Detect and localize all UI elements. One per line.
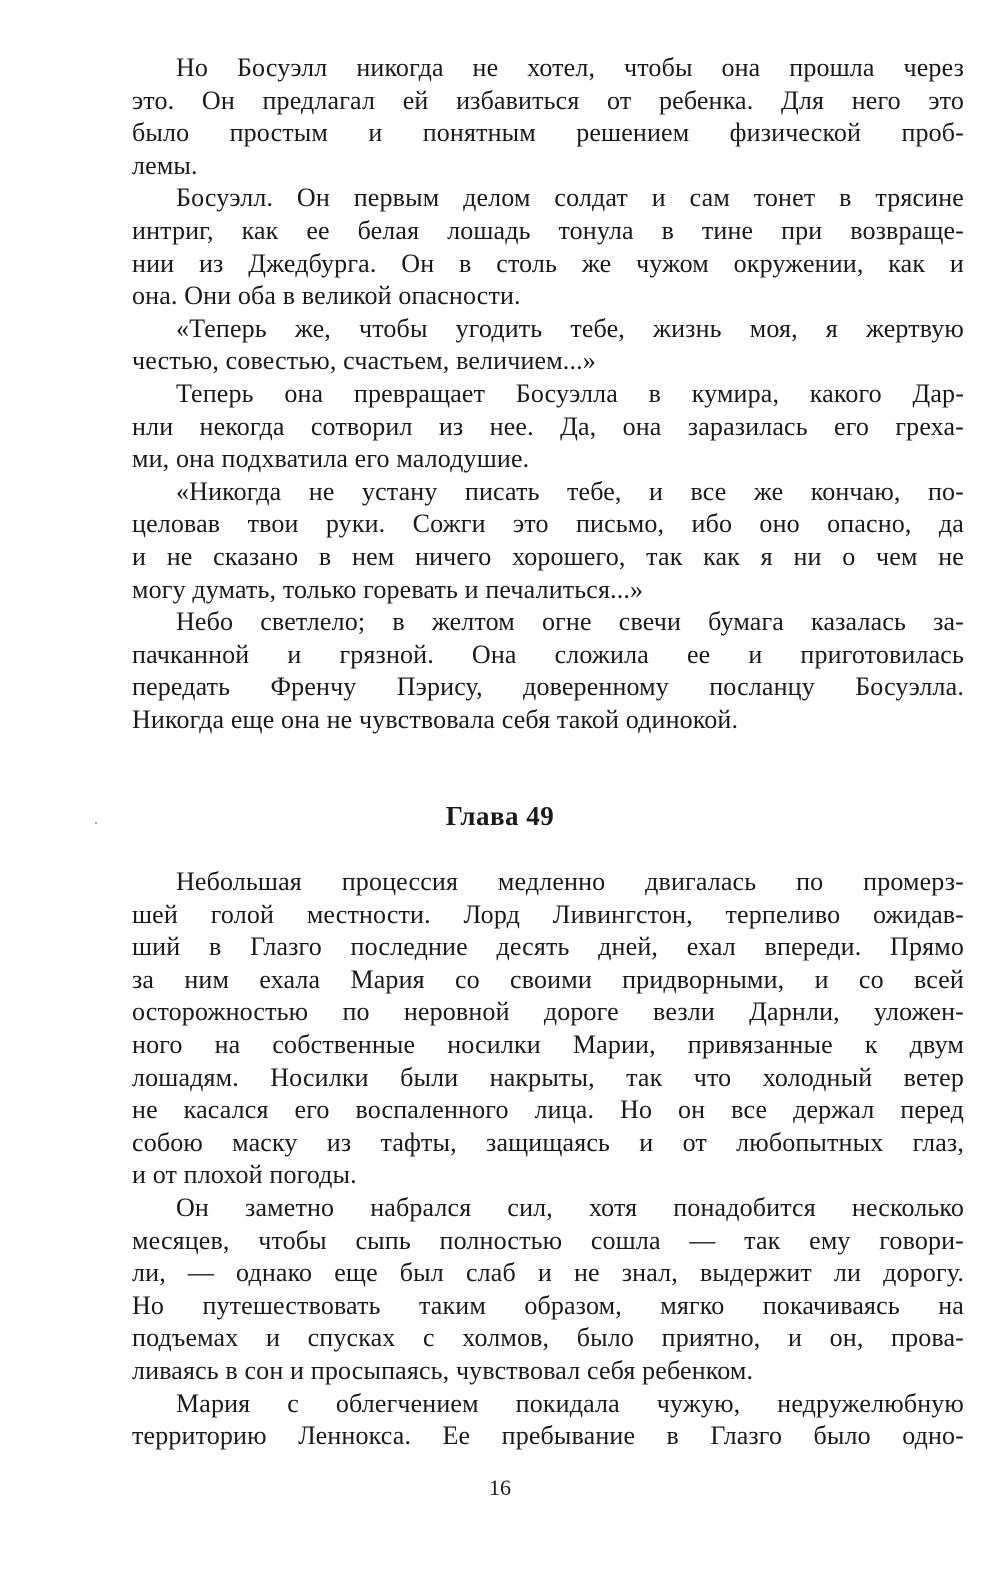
text-line: нии из Джедбурга. Он в столь же чужом окружении, как и: [132, 248, 964, 278]
chapter-title: Глава 49: [445, 801, 555, 831]
text-line: ми, она подхватила его малодушие.: [132, 444, 530, 474]
text-line: было простым и понятным решением физической проб-: [132, 118, 964, 148]
text-line: честью, совестью, счастьем, величием...»: [132, 346, 596, 376]
text-line: «Теперь же, чтобы угодить тебе, жизнь моя, я жертвую: [176, 313, 964, 343]
text-line: пачканной и грязной. Она сложила ее и приготовилась: [132, 639, 964, 669]
text-line: Никогда еще она не чувствовала себя такой одинокой.: [132, 704, 739, 734]
text-line: территорию Леннокса. Ее пребывание в Глазго было одно-: [132, 1421, 964, 1451]
text-line: Мария с облегчением покидала чужую, недружелюбную: [176, 1388, 964, 1418]
text-line: и не сказано в нем ничего хорошего, так как я ни о чем не: [132, 541, 964, 571]
text-line: месяцев, чтобы сыпь полностью сошла — так ему говори-: [132, 1225, 964, 1255]
text-line: шей голой местности. Лорд Ливингстон, терпеливо ожидав-: [132, 899, 964, 929]
text-line: «Никогда не устану писать тебе, и все же кончаю, по-: [176, 476, 964, 506]
text-line: ли, — однако еще был слаб и не знал, выдержит ли дорогу.: [132, 1258, 964, 1288]
top-text-block: [132, 52, 964, 736]
text-line: не касался его воспаленного лица. Но он все держал перед: [132, 1095, 964, 1125]
text-line: лемы.: [132, 150, 198, 180]
text-line: Небо светлело; в желтом огне свечи бумага казалась за-: [176, 607, 964, 637]
text-line: Босуэлл. Он первым делом солдат и сам тонет в трясине: [176, 183, 964, 213]
text-line: лошадям. Носилки были накрыты, так что холодный ветер: [132, 1062, 964, 1092]
text-line: она. Они оба в великой опасности.: [132, 281, 521, 311]
text-line: нли некогда сотворил из нее. Да, она заразилась его греха-: [132, 411, 964, 441]
text-line: ший в Глазго последние десять дней, ехал впереди. Прямо: [132, 932, 964, 962]
text-line: это. Он предлагал ей избавиться от ребенка. Для него это: [132, 85, 964, 115]
text-line: Теперь она превращает Босуэлла в кумира, какого Дар-: [176, 378, 964, 408]
text-line: собою маску из тафты, защищаясь и от любопытных глаз,: [132, 1127, 964, 1157]
text-line: Но Босуэлл никогда не хотел, чтобы она прошла через: [176, 53, 964, 82]
text-line: интриг, как ее белая лошадь тонула в тине при возвраще-: [132, 215, 964, 245]
text-line: ливаясь в сон и просыпаясь, чувствовал себя ребенком.: [132, 1355, 754, 1385]
text-line: Он заметно набрался сил, хотя понадобится несколько: [176, 1192, 964, 1222]
text-line: Но путешествовать таким образом, мягко покачиваясь на: [132, 1290, 964, 1320]
text-line: Небольшая процессия медленно двигалась по промерз-: [176, 867, 964, 896]
text-line: осторожностью по неровной дороге везли Дарнли, уложен-: [132, 997, 964, 1027]
text-line: и от плохой погоды.: [132, 1160, 357, 1190]
chapter-text-block: [132, 866, 964, 1453]
text-line: передать Френчу Пэрису, доверенному посланцу Босуэлла.: [132, 672, 964, 702]
text-line: ного на собственные носилки Марии, привязанные к двум: [132, 1029, 964, 1059]
text-line: целовав твои руки. Сожги это письмо, ибо оно опасно, да: [132, 509, 964, 539]
page-number: 16: [489, 1475, 511, 1500]
text-line: подъемах и спусках с холмов, было приятно, и он, прова-: [132, 1323, 964, 1353]
text-line: за ним ехала Мария со своими придворными, и со всей: [132, 964, 964, 994]
text-line: могу думать, только горевать и печалиться...»: [132, 574, 644, 604]
